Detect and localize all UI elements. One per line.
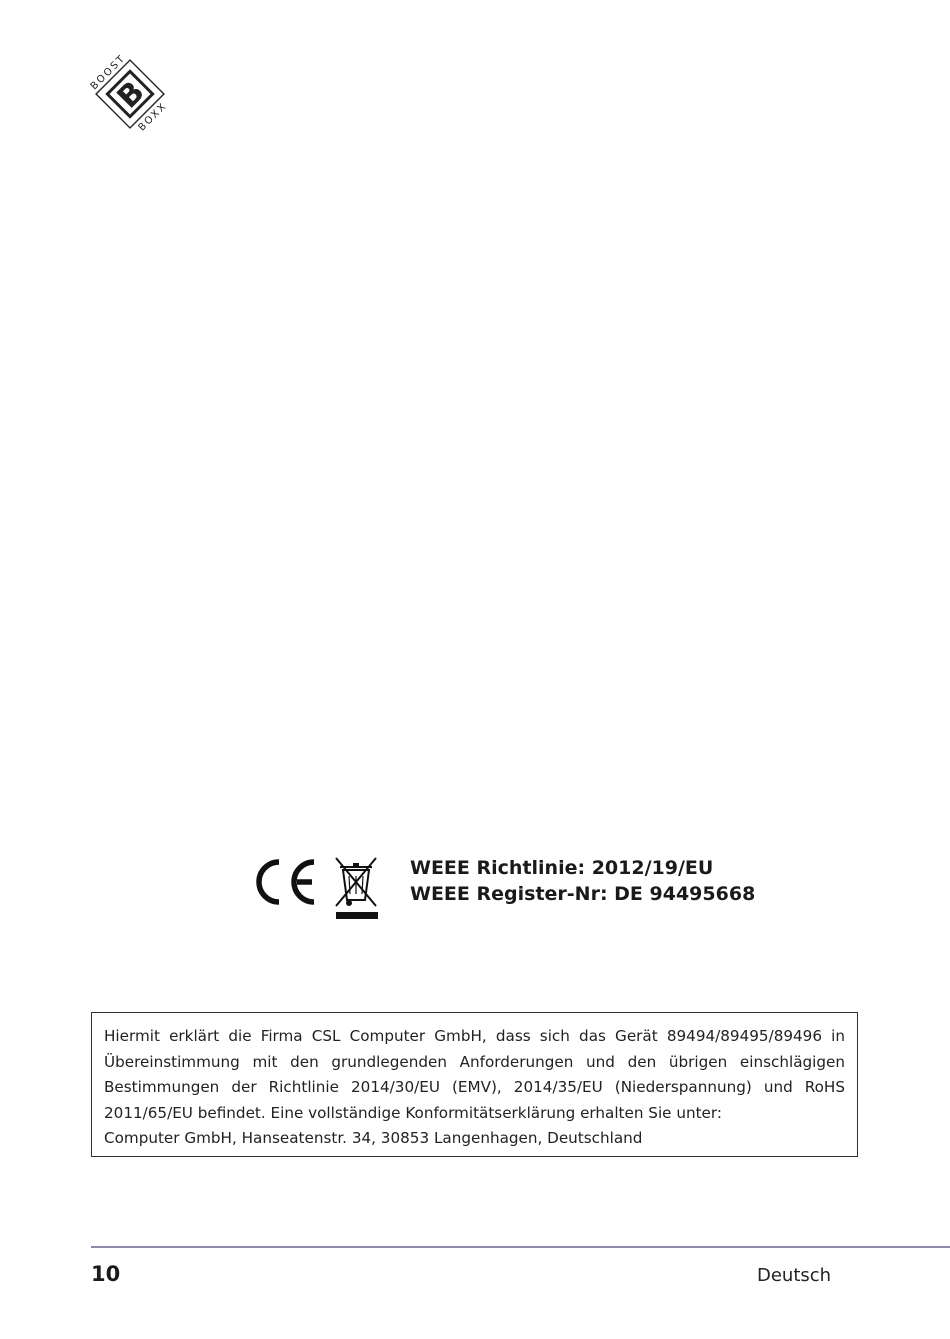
weee-register-number: WEEE Register-Nr: DE 94495668 — [410, 883, 756, 905]
logo-letter: B — [110, 74, 152, 116]
crossed-out-wheelie-bin-icon — [332, 854, 380, 922]
declaration-line: Computer GmbH, Hanseatenstr. 34, 30853 Langenhagen, Deutschland — [104, 1129, 643, 1147]
page-number: 10 — [91, 1262, 121, 1286]
declaration-line: 2011/65/EU befindet. Eine vollständige Konformitätserklärung erhalten Sie unter: — [104, 1103, 722, 1122]
logo-brand-bottom: BOXX — [136, 100, 170, 134]
declaration-line: Bestimmungen der Richtlinie 2014/30/EU (EMV), 2014/35/EU (Niederspannung) und RoHS — [104, 1078, 845, 1096]
language-label: Deutsch — [757, 1265, 832, 1286]
declaration-text — [104, 1024, 845, 1152]
logo-brand-top: BOOST — [88, 52, 129, 93]
declaration-of-conformity-box — [91, 1012, 858, 1157]
ce-mark-icon — [252, 858, 318, 906]
boostboxx-logo — [80, 44, 180, 144]
declaration-line: Hiermit erklärt die Firma CSL Computer GmbH, dass sich das Gerät 89494/89495/89496 in — [104, 1027, 845, 1045]
declaration-line: Übereinstimmung mit den grundlegenden Anforderungen und den übrigen einschlägigen — [104, 1052, 845, 1071]
compliance-marks — [252, 854, 392, 922]
footer-divider — [91, 1246, 950, 1248]
weee-info — [410, 855, 755, 907]
weee-directive: WEEE Richtlinie: 2012/19/EU — [410, 857, 714, 879]
